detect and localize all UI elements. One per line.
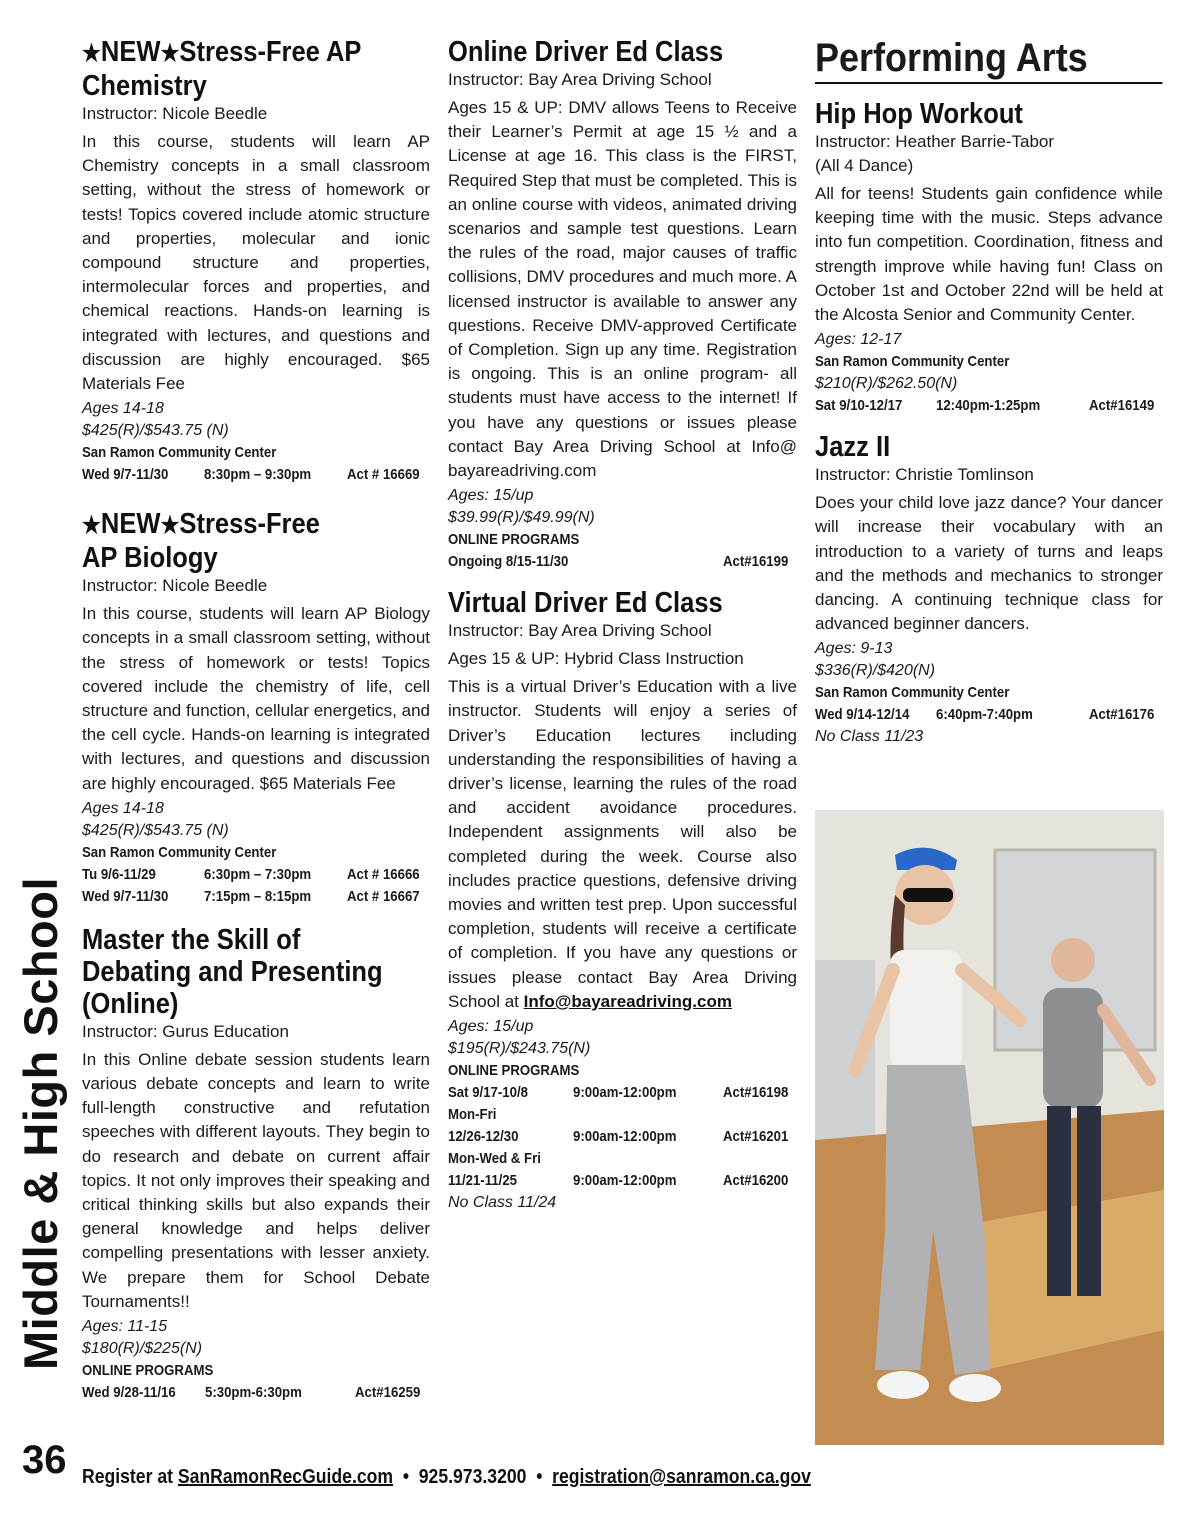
- column-1: [82, 36, 430, 1418]
- column-2: [448, 36, 797, 1228]
- website-link[interactable]: SanRamonRecGuide.com: [177, 1466, 394, 1488]
- ages: Ages 14-18: [82, 400, 164, 418]
- instructor: Instructor: Gurus Education: [82, 1021, 289, 1041]
- course-title-line2: Debating and Presenting: [82, 955, 383, 988]
- schedule-row: Wed 9/14-12/14 6:40pm-7:40pm Act#16176: [815, 706, 1155, 724]
- ages: Ages: 11-15: [82, 1318, 168, 1336]
- description: This is a virtual Driver’s Education with a live instructor. Students will enjoy a series of Driver’s Education lectures including understanding the responsibilities of having a driver’s license, learning the rules of the road and accident avoidance procedures. Independent assignments will also be completed during the week. Course also includes practice questions, defensive driving movies and written test prep. Upon successful completion, students will receive a certificate of completion. If you have any questions or issues please contact Bay Area Driving School at Info@bayareadriving.com: [448, 677, 797, 1011]
- instructor: Instructor: Bay Area Driving School: [448, 621, 712, 641]
- course-title: ★NEW★Stress-Free AP: [82, 36, 362, 68]
- course-title-line2: AP Biology: [82, 542, 218, 575]
- course-virtual-driver-ed: [448, 587, 797, 1214]
- instructor: Instructor: Bay Area Driving School: [448, 70, 712, 89]
- location: San Ramon Community Center: [815, 353, 1010, 371]
- subtitle: Ages 15 & UP: Hybrid Class Instruction: [448, 649, 744, 669]
- schedule-row: Tu 9/6-11/29 6:30pm – 7:30pm Act # 16666: [82, 865, 421, 883]
- course-title-line3: (Online): [82, 987, 179, 1020]
- instructor: Instructor: Heather Barrie-Tabor: [815, 132, 1055, 151]
- page-number: 36: [22, 1438, 67, 1482]
- location: ONLINE PROGRAMS: [82, 1362, 214, 1380]
- fee: $39.99(R)/$49.99(N): [448, 509, 595, 527]
- footer-registration: Register at SanRamonRecGuide.com • 925.973.3200 • registration@sanramon.ca.gov: [82, 1466, 811, 1488]
- course-title-line2: Chemistry: [82, 70, 207, 102]
- schedule-row: 11/21-11/25 9:00am-12:00pm Act#16200: [448, 1172, 789, 1190]
- schedule-row: Sat 9/10-12/17 12:40pm-1:25pm Act#16149: [815, 397, 1155, 415]
- ages: Ages: 12-17: [815, 331, 902, 349]
- instructor: Instructor: Nicole Beedle: [82, 576, 268, 596]
- course-debating: [82, 924, 430, 1404]
- course-title: Virtual Driver Ed Class: [448, 587, 723, 620]
- schedule-row: Wed 9/7-11/30 7:15pm – 8:15pm Act # 16667: [82, 887, 421, 905]
- ages: Ages 14-18: [82, 799, 164, 817]
- course-ap-biology: [82, 508, 430, 908]
- email-link[interactable]: registration@sanramon.ca.gov: [552, 1466, 811, 1488]
- star-icon: ★: [82, 40, 101, 67]
- fee: $195(R)/$243.75(N): [448, 1040, 591, 1058]
- instructor-company: (All 4 Dance): [815, 156, 914, 175]
- note: No Class 11/24: [448, 1194, 557, 1212]
- description: In this Online debate session students learn various debate concepts and learn to write full-length constructive and refutation speeches with different layouts. They begin to do research and debate on current affair topics. It not only improves their speaking and critical thinking skills but also expands their general knowledge and helps deliver compelling presentations with lesser anxiety. We prepare them for School Debate Tournaments!!: [82, 1049, 430, 1311]
- location: ONLINE PROGRAMS: [448, 1062, 580, 1080]
- star-icon: ★: [160, 40, 180, 67]
- course-jazz-ii: [815, 431, 1163, 748]
- schedule-row: Ongoing 8/15-11/30 Act#16199: [448, 553, 789, 571]
- schedule-label: Mon-Fri: [448, 1106, 497, 1124]
- schedule-row: 12/26-12/30 9:00am-12:00pm Act#16201: [448, 1128, 789, 1146]
- instructor: Instructor: Christie Tomlinson: [815, 465, 1034, 485]
- description: All for teens! Students gain confidence while keeping time with the music. Steps advance into fun competition. Coordination, fitness and strength improve while having fun! Class on October 1st and October 22nd will be held at the Alcosta Senior and Community Center.: [815, 184, 1163, 325]
- course-title: Online Driver Ed Class: [448, 36, 724, 68]
- dance-photo: [815, 810, 1164, 1445]
- course-online-driver-ed: [448, 36, 797, 573]
- course-title: Master the Skill of: [82, 923, 301, 956]
- course-title: ★NEW★Stress-Free: [82, 508, 320, 541]
- location: San Ramon Community Center: [815, 684, 1010, 702]
- location: San Ramon Community Center: [82, 843, 277, 861]
- column-3: [815, 36, 1163, 762]
- fee: $210(R)/$262.50(N): [815, 375, 958, 393]
- schedule-row: Wed 9/7-11/30 8:30pm – 9:30pm Act # 16669: [82, 466, 421, 484]
- location: San Ramon Community Center: [82, 444, 277, 462]
- star-icon: ★: [160, 512, 180, 540]
- fee: $336(R)/$420(N): [815, 662, 936, 680]
- dancers-illustration: [815, 810, 1164, 1445]
- fee: $425(R)/$543.75 (N): [82, 422, 229, 440]
- description: In this course, students will learn AP Chemistry concepts in a small classroom setting, without the stress of homework or tests! Topics covered include atomic structure and properties, molecular and ionic compound structure and properties, intermolecular forces and properties, and chemical reactions. Hands-on learning is integrated with lectures, and questions and discussion are highly encouraged. $65 Materials Fee: [82, 132, 430, 394]
- course-title: Hip Hop Workout: [815, 98, 1023, 130]
- course-ap-chemistry: [82, 36, 430, 486]
- phone-number: 925.973.3200: [418, 1466, 527, 1488]
- description: Does your child love jazz dance? Your dancer will increase their vocabulary with an introduction to a variety of turns and leaps and the methods and mechanics to stronger dancing. A continuing technique class for advanced beginner dancers.: [815, 493, 1163, 634]
- ages: Ages: 15/up: [448, 487, 534, 505]
- note: No Class 11/23: [815, 728, 924, 746]
- email-link[interactable]: Info@bayareadriving.com: [523, 991, 732, 1011]
- section-side-title: Middle & High School: [14, 876, 67, 1370]
- instructor: Instructor: Nicole Beedle: [82, 104, 268, 123]
- description: Ages 15 & UP: DMV allows Teens to Receive their Learner’s Permit at age 15 ½ and a License at age 16. This class is the FIRST, Required Step that must be completed. This is an online course with videos, animated driving scenarios and sample test questions. Learn the rules of the road, major causes of traffic collisions, DMV procedures and much more. A licensed instructor is available to answer any questions. Receive DMV-approved Certificate of Completion. Sign up any time. Registration is ongoing. This is an online program- all students must have access to the internet! If you have any questions or issues please contact Bay Area Driving School at Info@ bayareadriving.com: [448, 98, 797, 481]
- location: ONLINE PROGRAMS: [448, 531, 580, 549]
- course-hip-hop: [815, 98, 1163, 417]
- description: In this course, students will learn AP Biology concepts in a small classroom setting, without the stress of homework or tests! Topics covered include the chemistry of life, cell structure and function, cellular energetics, and the cell cycle. Hands-on learning is integrated with lectures, and questions and discussion are highly encouraged. $65 Materials Fee: [82, 604, 430, 793]
- schedule-row: Wed 9/28-11/16 5:30pm-6:30pm Act#16259: [82, 1384, 421, 1402]
- schedule-row: Sat 9/17-10/8 9:00am-12:00pm Act#16198: [448, 1084, 789, 1102]
- section-heading: Performing Arts: [815, 36, 1162, 84]
- schedule-label: Mon-Wed & Fri: [448, 1150, 541, 1168]
- fee: $180(R)/$225(N): [82, 1340, 203, 1358]
- course-title: Jazz II: [815, 431, 891, 464]
- fee: $425(R)/$543.75 (N): [82, 821, 229, 839]
- star-icon: ★: [82, 512, 101, 540]
- ages: Ages: 9-13: [815, 640, 893, 658]
- ages: Ages: 15/up: [448, 1018, 534, 1036]
